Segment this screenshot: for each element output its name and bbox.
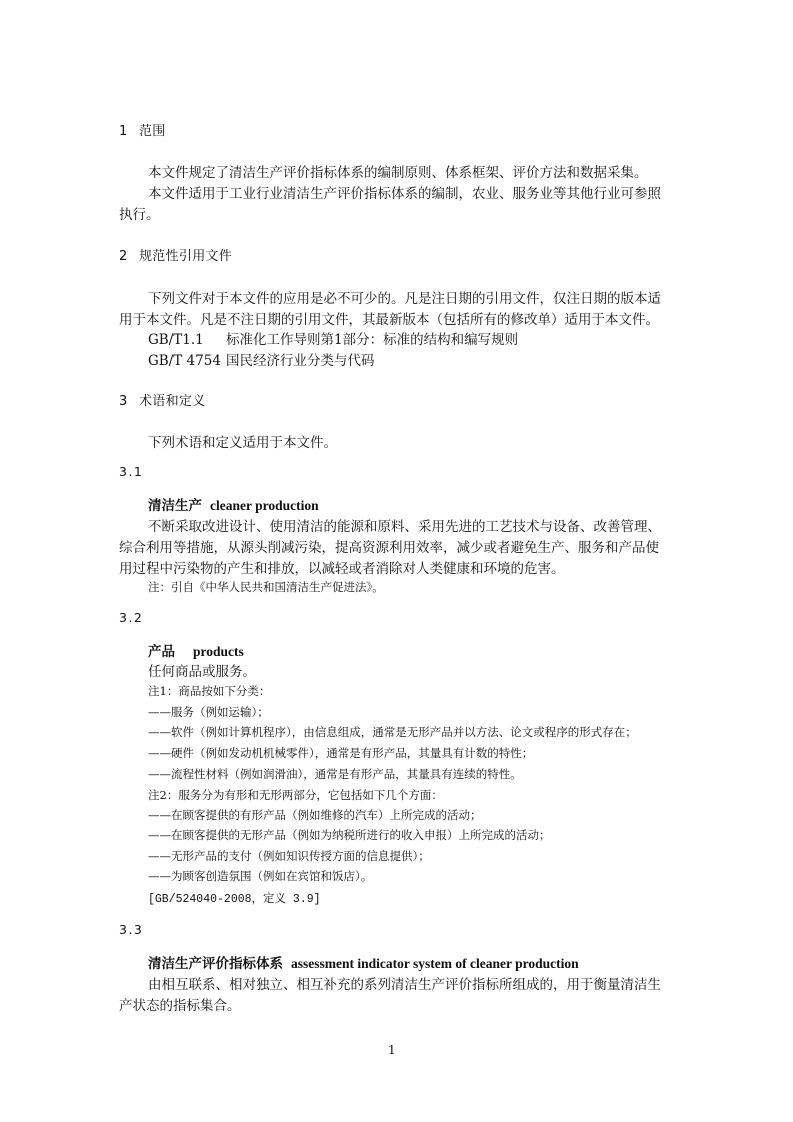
paragraph: 本文件规定了清洁生产评价指标体系的编制原则、体系框架、评价方法和数据采集。 [148, 165, 648, 181]
term-english: products [193, 644, 244, 659]
normative-reference [148, 349, 375, 369]
section-title: 术语和定义 [139, 394, 206, 409]
note: 注2：服务分为有形和无形两部分，它包括如下几个方面： [148, 788, 443, 802]
section-3-heading [119, 390, 206, 409]
term-number: 3.2 [119, 610, 144, 625]
note: ——为顾客创造氛围（例如在宾馆和饭店）。 [148, 869, 373, 883]
definition-line: 产状态的指标集合。 [119, 998, 241, 1014]
definition-line: 用过程中污染物的产生和排放，以减轻或者消除对人类健康和环境的危害。 [119, 561, 565, 577]
term-heading [148, 494, 319, 514]
section-1-heading [119, 120, 166, 139]
paragraph-continuation: 用于本文件。凡是不注日期的引用文件，其最新版本（包括所有的修改单）适用于本文件。 [119, 312, 659, 328]
section-title: 规范性引用文件 [139, 249, 233, 264]
reference-code: GB/T 4754 [148, 353, 221, 369]
term-number: 3.3 [119, 922, 144, 937]
term-english: assessment indicator system of cleaner production [291, 956, 579, 971]
definition-line: 综合利用等措施，从源头削减污染，提高资源利用效率，减少或者避免生产、服务和产品使 [119, 540, 659, 556]
note: ——流程性材料（例如润滑油），通常是有形产品，其量具有连续的特性。 [148, 767, 522, 781]
paragraph: 下列文件对于本文件的应用是必不可少的。凡是注日期的引用文件，仅注日期的版本适 [148, 291, 661, 307]
note: ——在顾客提供的有形产品（例如维修的汽车）上所完成的活动； [148, 808, 482, 822]
definition-line: 不断采取改进设计、使用清洁的能源和原料、采用先进的工艺技术与设备、改善管理、 [148, 519, 661, 535]
note: ——在顾客提供的无形产品（例如为纳税所进行的收入申报）上所完成的活动； [148, 828, 551, 842]
term-chinese: 清洁生产评价指标体系 [148, 956, 283, 972]
note: ——硬件（例如发动机机械零件），通常是有形产品，其量具有计数的特性； [148, 746, 534, 760]
definition-line: 由相互联系、相对独立、相互补充的系列清洁生产评价指标所组成的，用于衡量清洁生 [148, 977, 661, 993]
normative-reference [148, 328, 518, 348]
note: 注：引自《中华人民共和国清洁生产促进法》。 [148, 580, 384, 594]
term-chinese: 清洁生产 [148, 498, 202, 514]
note: 注1：商品按如下分类： [148, 684, 271, 698]
term-english: cleaner production [210, 498, 319, 513]
source-citation: [GB/524040-2008，定义 3.9] [148, 893, 321, 906]
definition-line: 任何商品或服务。 [148, 664, 256, 680]
term-heading [148, 640, 244, 660]
term-number: 3.1 [119, 464, 144, 479]
section-number: 1 [119, 124, 128, 139]
paragraph: 本文件适用于工业行业清洁生产评价指标体系的编制，农业、服务业等其他行业可参照 [148, 186, 661, 202]
paragraph: 下列术语和定义适用于本文件。 [148, 435, 337, 451]
section-number: 3 [119, 394, 128, 409]
section-number: 2 [119, 249, 128, 264]
term-heading [148, 952, 579, 972]
term-chinese: 产品 [148, 644, 175, 660]
reference-title: 国民经济行业分类与代码 [226, 353, 375, 369]
reference-code: GB/T1.1 [148, 332, 204, 348]
note: ——软件（例如计算机程序），由信息组成，通常是无形产品并以方法、论文或程序的形式存在； [148, 725, 637, 739]
reference-title: 标准化工作导则第1部分：标准的结构和编写规则 [226, 332, 519, 348]
note: ——服务（例如运输）； [148, 705, 269, 719]
page-number: 1 [388, 1043, 396, 1057]
note: ——无形产品的支付（例如知识传授方面的信息提供）； [148, 849, 430, 863]
section-title: 范围 [139, 124, 166, 139]
paragraph-continuation: 执行。 [119, 207, 160, 223]
section-2-heading [119, 245, 232, 264]
